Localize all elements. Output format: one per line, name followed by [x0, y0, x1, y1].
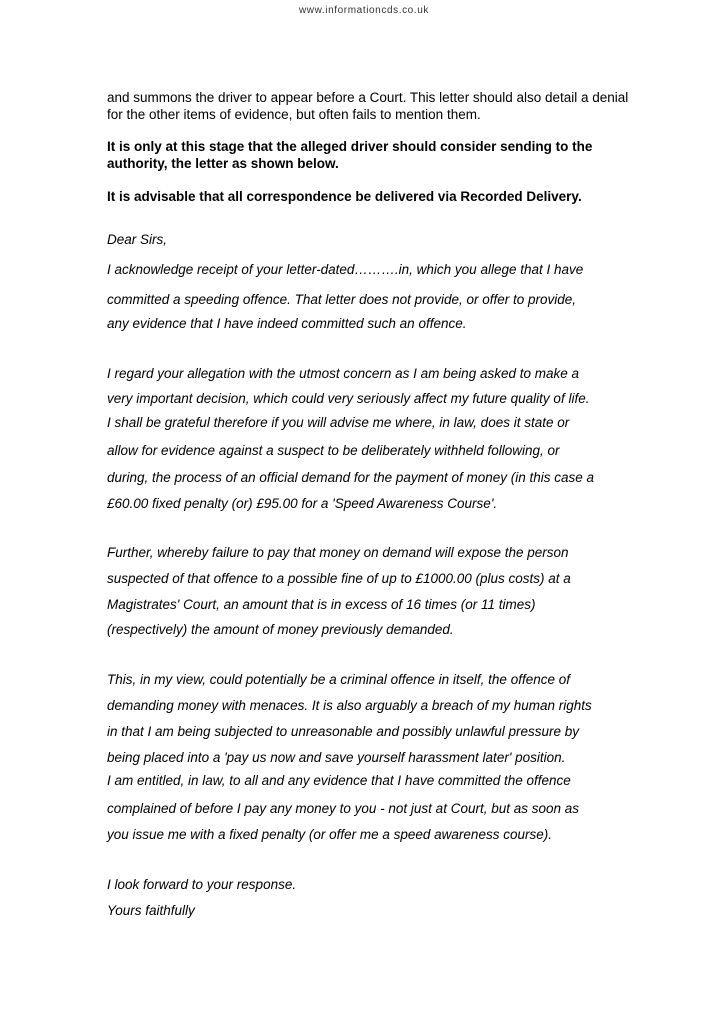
letter-line: complained of before I pay any money to you - not just at Court, but as soon as	[107, 801, 580, 816]
intro-paragraph: and summons the driver to appear before a Court. This letter should also detail a denial for the other items of evidence, but often fails to mention them.	[107, 90, 629, 122]
letter-line: £60.00 fixed penalty (or) £95.00 for a 'Speed Awareness Course'.	[107, 496, 498, 511]
letter-line: during, the process of an official demand for the payment of money (in this case a	[107, 470, 595, 485]
letter-line: very important decision, which could very seriously affect my future quality of life.	[107, 391, 590, 406]
bold-instruction: It is only at this stage that the alleged driver should consider sending to the authority, the letter as shown below.	[107, 139, 593, 171]
letter-line: being placed into a 'pay us now and save yourself harassment later' position.	[107, 750, 566, 765]
letter-line: committed a speeding offence. That letter does not provide, or offer to provide,	[107, 292, 577, 307]
letter-line: I acknowledge receipt of your letter-dated……….in, which you allege that I have	[107, 262, 584, 277]
letter-line: I am entitled, in law, to all and any evidence that I have committed the offence	[107, 773, 571, 788]
letter-line: Magistrates' Court, an amount that is in excess of 16 times (or 11 times)	[107, 597, 536, 612]
letter-salutation: Dear Sirs,	[107, 232, 168, 247]
letter-line: you issue me with a fixed penalty (or offer me a speed awareness course).	[107, 827, 552, 842]
bold-advice: It is advisable that all correspondence be delivered via Recorded Delivery.	[107, 189, 582, 204]
header-url: www.informationcds.co.uk	[298, 5, 429, 16]
letter-line: demanding money with menaces. It is also arguably a breach of my human rights	[107, 698, 592, 713]
letter-line: suspected of that offence to a possible fine of up to £1000.00 (plus costs) at a	[107, 571, 571, 586]
letter-line: I regard your allegation with the utmost concern as I am being asked to make a	[107, 366, 580, 381]
letter-closing: I look forward to your response.	[107, 877, 297, 892]
letter-signoff: Yours faithfully	[107, 903, 195, 918]
letter-line: This, in my view, could potentially be a criminal offence in itself, the offence of	[107, 672, 570, 687]
letter-line: allow for evidence against a suspect to be deliberately withheld following, or	[107, 443, 560, 458]
letter-line: I shall be grateful therefore if you will advise me where, in law, does it state or	[107, 415, 570, 430]
letter-line: Further, whereby failure to pay that money on demand will expose the person	[107, 545, 569, 560]
letter-line: in that I am being subjected to unreasonable and possibly unlawful pressure by	[107, 724, 580, 739]
letter-line: any evidence that I have indeed committed such an offence.	[107, 316, 467, 331]
letter-line: (respectively) the amount of money previously demanded.	[107, 622, 454, 637]
